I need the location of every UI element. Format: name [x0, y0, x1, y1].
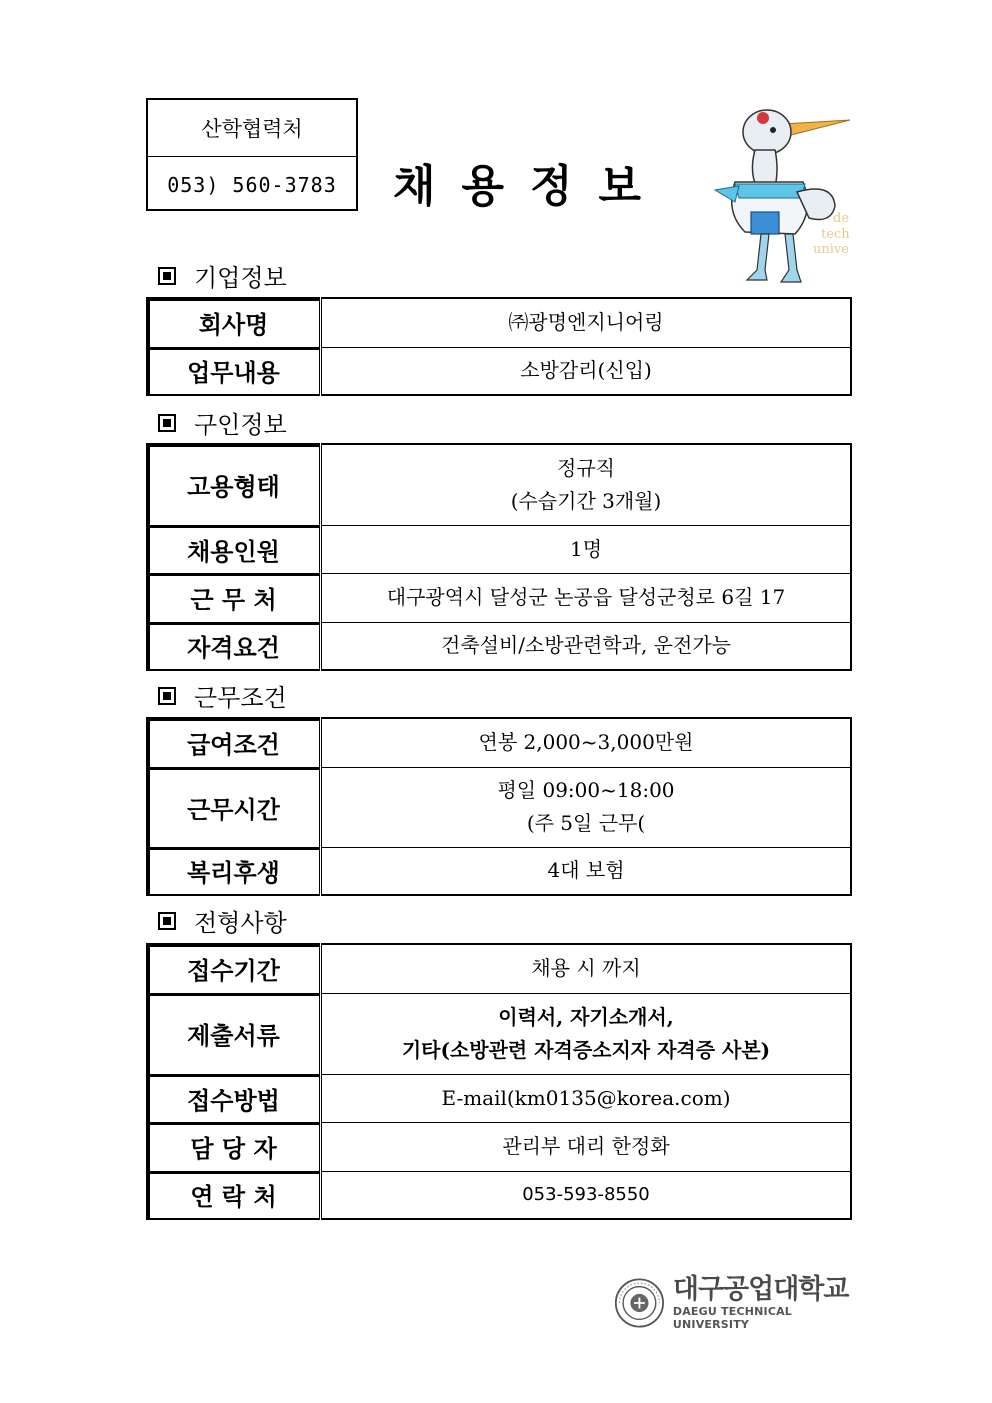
row-value: 소방감리(신입) [321, 347, 852, 395]
table-row [147, 1171, 851, 1219]
row-label: 채용인원 [147, 525, 321, 573]
row-label: 접수방법 [147, 1074, 321, 1122]
row-label: 급여조건 [147, 718, 321, 767]
row-value: 대구광역시 달성군 논공읍 달성군청로 6길 17 [321, 573, 852, 622]
row-value [321, 444, 852, 525]
table-row [147, 944, 851, 993]
section-title: 근무조건 [194, 684, 287, 712]
row-label: 업무내용 [147, 347, 321, 395]
company-table [146, 297, 852, 396]
table-row [147, 298, 851, 347]
row-value-line2: 기타(소방관련 자격증소지자 자격증 사본) [401, 1037, 771, 1062]
row-label: 제출서류 [147, 993, 321, 1074]
row-value: E-mail(km0135@korea.com) [321, 1074, 852, 1122]
row-value-line1: 정규직 [557, 455, 615, 480]
table-row [147, 622, 851, 670]
page-title: 채용정보 [392, 161, 667, 212]
svg-text:tech: tech [821, 227, 850, 242]
contact-box [146, 98, 358, 211]
row-value [321, 767, 852, 847]
logo-text [673, 1275, 854, 1331]
row-label: 연 락 처 [147, 1171, 321, 1219]
contact-label: 산학협력처 [148, 100, 356, 157]
logo-name-ko: 대구공업대학교 [672, 1274, 849, 1305]
filled-square-icon [158, 267, 176, 285]
table-row [147, 347, 851, 395]
row-label: 담 당 자 [147, 1122, 321, 1171]
section-heading-screening [158, 903, 287, 938]
row-value-line1: 이력서, 자기소개서, [498, 1004, 674, 1029]
row-label: 복리후생 [147, 847, 321, 895]
table-row [147, 573, 851, 622]
table-row [147, 993, 851, 1074]
row-label: 접수기간 [147, 944, 321, 993]
table-row [147, 718, 851, 767]
row-value-line2: (주 5일 근무( [526, 811, 646, 835]
row-value-line1: 평일 09:00~18:00 [497, 778, 675, 802]
section-title: 구인정보 [194, 411, 287, 439]
university-seal-icon [614, 1275, 665, 1331]
row-value: 관리부 대리 한정화 [321, 1122, 852, 1171]
section-heading-company [158, 258, 287, 293]
row-label: 고용형태 [147, 444, 321, 525]
row-value: 1명 [321, 525, 852, 573]
contact-phone: 053) 560-3783 [167, 172, 337, 197]
row-value: 연봉 2,000~3,000만원 [321, 718, 852, 767]
conditions-table [146, 717, 852, 896]
section-heading-recruit [158, 405, 287, 440]
filled-square-icon [158, 687, 176, 705]
table-row [147, 444, 851, 525]
mascot-crane-icon [705, 102, 855, 292]
row-value: 건축설비/소방관련학과, 운전가능 [321, 622, 852, 670]
svg-text:unive: unive [813, 242, 849, 257]
row-value: 4대 보험 [321, 847, 852, 895]
row-label: 근무시간 [147, 767, 321, 847]
university-logo [614, 1272, 854, 1334]
row-label: 근 무 처 [147, 573, 321, 622]
row-value: ㈜광명엔지니어링 [321, 298, 852, 347]
row-value-line2: (수습기간 3개월) [510, 488, 662, 513]
filled-square-icon [158, 414, 176, 432]
table-row [147, 1074, 851, 1122]
screening-table [146, 943, 852, 1220]
row-label: 자격요건 [147, 622, 321, 670]
logo-name-en: DAEGU TECHNICAL UNIVERSITY [672, 1305, 793, 1331]
section-heading-conditions [158, 678, 287, 713]
row-value [321, 993, 852, 1074]
filled-square-icon [158, 912, 176, 930]
recruit-table [146, 443, 852, 671]
row-value: 채용 시 까지 [321, 944, 852, 993]
svg-text:de: de [833, 211, 850, 226]
table-row [147, 767, 851, 847]
table-row [147, 847, 851, 895]
table-row [147, 1122, 851, 1171]
row-value: 053-593-8550 [321, 1171, 852, 1219]
section-title: 기업정보 [194, 264, 287, 292]
table-row [147, 525, 851, 573]
row-label: 회사명 [147, 298, 321, 347]
section-title: 전형사항 [194, 909, 287, 937]
